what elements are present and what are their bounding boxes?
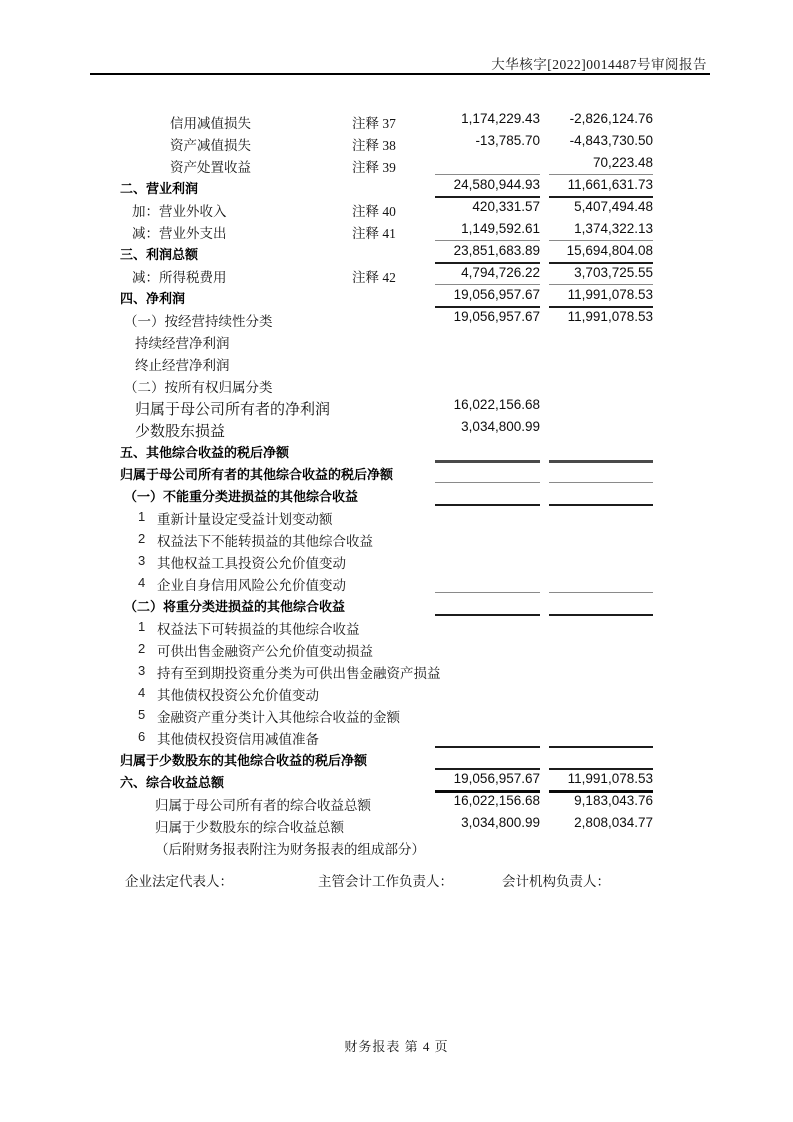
- row-label: 四、净利润: [120, 291, 186, 306]
- row-label: 权益法下不能转损益的其他综合收益: [157, 534, 373, 549]
- amount-prior-period: [549, 661, 653, 680]
- table-row: [113, 506, 710, 528]
- row-label: 信用减值损失: [170, 116, 251, 131]
- amount-prior-period: [549, 639, 653, 658]
- amount-prior-period: [549, 485, 653, 506]
- table-row: [113, 726, 710, 748]
- amount-prior-period: [549, 353, 653, 372]
- row-label: （一）按经营持续性分类: [124, 314, 273, 329]
- row-label: 持续经营净利润: [135, 336, 230, 351]
- amount-prior-period: 2,808,034.77: [574, 815, 653, 830]
- table-row: [113, 440, 710, 462]
- row-label: 重新计量设定受益计划变动额: [157, 512, 333, 527]
- row-label: 金融资产重分类计入其他综合收益的金额: [157, 710, 400, 725]
- amount-prior-period: [549, 749, 653, 770]
- note-reference: 注释 41: [352, 226, 396, 241]
- amount-prior-period: [549, 375, 653, 394]
- amount-current-period: 16,022,156.68: [453, 397, 540, 412]
- amount-current-period: [435, 639, 540, 658]
- amount-current-period: [435, 661, 540, 680]
- amount-current-period: 3,034,800.99: [461, 815, 540, 830]
- amount-current-period: [435, 573, 540, 593]
- amount-prior-period: [549, 441, 653, 463]
- item-number: 3: [138, 663, 146, 678]
- table-row: [113, 682, 710, 704]
- table-row: [113, 242, 710, 264]
- table-row: [113, 374, 710, 396]
- amount-current-period: 19,056,957.67: [435, 771, 540, 793]
- row-label: 三、利润总额: [120, 247, 199, 262]
- row-label: 其他债权投资公允价值变动: [157, 688, 319, 703]
- item-number: 6: [138, 729, 146, 744]
- amount-current-period: 1,174,229.43: [461, 111, 540, 126]
- report-reference-header: 大华核字[2022]0014487号审阅报告: [491, 57, 707, 72]
- item-number: 2: [138, 641, 146, 656]
- amount-prior-period: 70,223.48: [549, 155, 653, 175]
- amount-prior-period: 15,694,804.08: [549, 243, 653, 264]
- note-reference: 注释 37: [352, 116, 396, 131]
- item-number: 3: [138, 553, 146, 568]
- amount-prior-period: [549, 331, 653, 350]
- amount-prior-period: [549, 683, 653, 702]
- row-label: 其他权益工具投资公允价值变动: [157, 556, 346, 571]
- amount-current-period: 24,580,944.93: [435, 177, 540, 198]
- note-reference: 注释 42: [352, 270, 396, 285]
- amount-current-period: 1,149,592.61: [435, 221, 540, 241]
- amount-current-period: [435, 375, 540, 394]
- row-label: 权益法下可转损益的其他综合收益: [157, 622, 360, 637]
- amount-prior-period: [549, 837, 653, 856]
- row-label: 持有至到期投资重分类为可供出售金融资产损益: [157, 666, 441, 681]
- row-label: 资产减值损失: [170, 138, 251, 153]
- row-label: 六、综合收益总额: [120, 775, 225, 790]
- table-row: [113, 594, 710, 616]
- row-label: 加：营业外收入: [132, 204, 227, 219]
- amount-current-period: [435, 683, 540, 702]
- table-row: [113, 330, 710, 352]
- amount-prior-period: 11,991,078.53: [567, 309, 653, 324]
- amount-prior-period: [549, 529, 653, 548]
- table-row: [113, 616, 710, 638]
- row-label: 归属于母公司所有者的净利润: [135, 402, 331, 418]
- table-row: [113, 396, 710, 418]
- item-number: 1: [138, 509, 146, 524]
- amount-prior-period: 11,991,078.53: [549, 771, 653, 793]
- amount-current-period: [435, 551, 540, 570]
- row-label: 终止经营净利润: [135, 358, 230, 373]
- table-row: [113, 638, 710, 660]
- note-reference: 注释 38: [352, 138, 396, 153]
- table-row: [113, 132, 710, 154]
- table-row: [113, 198, 710, 220]
- row-label: 五、其他综合收益的税后净额: [120, 445, 290, 460]
- amount-current-period: [435, 331, 540, 350]
- table-row: [113, 550, 710, 572]
- table-row: [113, 704, 710, 726]
- amount-current-period: [435, 727, 540, 748]
- amount-current-period: [435, 155, 540, 175]
- amount-prior-period: 11,661,631.73: [549, 177, 653, 198]
- amount-current-period: [435, 441, 540, 463]
- table-row: [113, 286, 710, 308]
- amount-prior-period: [549, 705, 653, 724]
- row-label: 可供出售金融资产公允价值变动损益: [157, 644, 373, 659]
- item-number: 2: [138, 531, 146, 546]
- amount-current-period: 19,056,957.67: [435, 287, 540, 308]
- amount-prior-period: [549, 727, 653, 748]
- table-row: [113, 814, 710, 836]
- row-label: 企业自身信用风险公允价值变动: [157, 578, 346, 593]
- table-row: [113, 110, 710, 132]
- amount-current-period: 420,331.57: [472, 199, 540, 214]
- table-row: [113, 462, 710, 484]
- row-label: 归属于少数股东的综合收益总额: [155, 820, 344, 835]
- table-row: [113, 220, 710, 242]
- note-reference: 注释 40: [352, 204, 396, 219]
- table-row: [113, 264, 710, 286]
- amount-prior-period: [549, 463, 653, 483]
- page-footer: 财务报表 第 4 页: [344, 1039, 449, 1054]
- table-row: [113, 308, 710, 330]
- amount-prior-period: [549, 507, 653, 526]
- item-number: 1: [138, 619, 146, 634]
- signature-chief-accounting-officer: 主管会计工作负责人：: [318, 874, 453, 889]
- amount-prior-period: 5,407,494.48: [574, 199, 653, 214]
- row-label: （二）将重分类进损益的其他综合收益: [124, 599, 346, 614]
- row-label: （二）按所有权归属分类: [124, 380, 273, 395]
- table-row: [113, 352, 710, 374]
- amount-prior-period: [549, 419, 653, 438]
- amount-current-period: [435, 485, 540, 506]
- amount-prior-period: -2,826,124.76: [569, 111, 653, 126]
- amount-current-period: [435, 617, 540, 636]
- amount-current-period: [435, 529, 540, 548]
- income-statement-table: [113, 110, 710, 858]
- row-label: 归属于母公司所有者的其他综合收益的税后净额: [120, 467, 394, 482]
- table-row: [113, 176, 710, 198]
- table-row: [113, 792, 710, 814]
- row-label: 其他债权投资信用减值准备: [157, 732, 319, 747]
- amount-current-period: [435, 595, 540, 616]
- amount-current-period: [435, 507, 540, 526]
- table-row: [113, 836, 710, 858]
- table-row: [113, 418, 710, 440]
- amount-prior-period: 1,374,322.13: [549, 221, 653, 241]
- amount-prior-period: 11,991,078.53: [549, 287, 653, 308]
- amount-prior-period: [549, 573, 653, 593]
- row-label: （后附财务报表附注为财务报表的组成部分）: [155, 842, 425, 857]
- amount-current-period: 23,851,683.89: [435, 243, 540, 264]
- row-label: 二、营业利润: [120, 181, 199, 196]
- item-number: 4: [138, 575, 146, 590]
- row-label: 少数股东损益: [135, 424, 226, 440]
- row-label: 减：所得税费用: [132, 270, 227, 285]
- row-label: 减：营业外支出: [132, 226, 227, 241]
- table-row: [113, 528, 710, 550]
- table-row: [113, 770, 710, 792]
- amount-current-period: [435, 705, 540, 724]
- amount-prior-period: [549, 551, 653, 570]
- signature-legal-representative: 企业法定代表人：: [125, 874, 233, 889]
- row-label: 归属于少数股东的其他综合收益的税后净额: [120, 753, 368, 768]
- amount-current-period: [435, 837, 540, 856]
- table-row: [113, 572, 710, 594]
- amount-current-period: 19,056,957.67: [453, 309, 540, 324]
- table-row: [113, 660, 710, 682]
- signature-accounting-department-head: 会计机构负责人：: [502, 874, 610, 889]
- amount-current-period: 16,022,156.68: [453, 793, 540, 808]
- note-reference: 注释 39: [352, 160, 396, 175]
- table-row: [113, 154, 710, 176]
- amount-prior-period: -4,843,730.50: [569, 133, 653, 148]
- item-number: 4: [138, 685, 146, 700]
- amount-prior-period: [549, 397, 653, 416]
- amount-prior-period: [549, 617, 653, 636]
- table-row: [113, 484, 710, 506]
- amount-prior-period: 9,183,043.76: [574, 793, 653, 808]
- item-number: 5: [138, 707, 146, 722]
- amount-current-period: [435, 463, 540, 483]
- amount-prior-period: [549, 595, 653, 616]
- amount-prior-period: 3,703,725.55: [549, 265, 653, 285]
- row-label: 归属于母公司所有者的综合收益总额: [155, 798, 371, 813]
- table-row: [113, 748, 710, 770]
- amount-current-period: [435, 749, 540, 770]
- row-label: 资产处置收益: [170, 160, 251, 175]
- amount-current-period: -13,785.70: [475, 133, 540, 148]
- amount-current-period: [435, 353, 540, 372]
- amount-current-period: 3,034,800.99: [461, 419, 540, 434]
- header-rule: [90, 73, 710, 75]
- row-label: （一）不能重分类进损益的其他综合收益: [124, 489, 359, 504]
- amount-current-period: 4,794,726.22: [435, 265, 540, 285]
